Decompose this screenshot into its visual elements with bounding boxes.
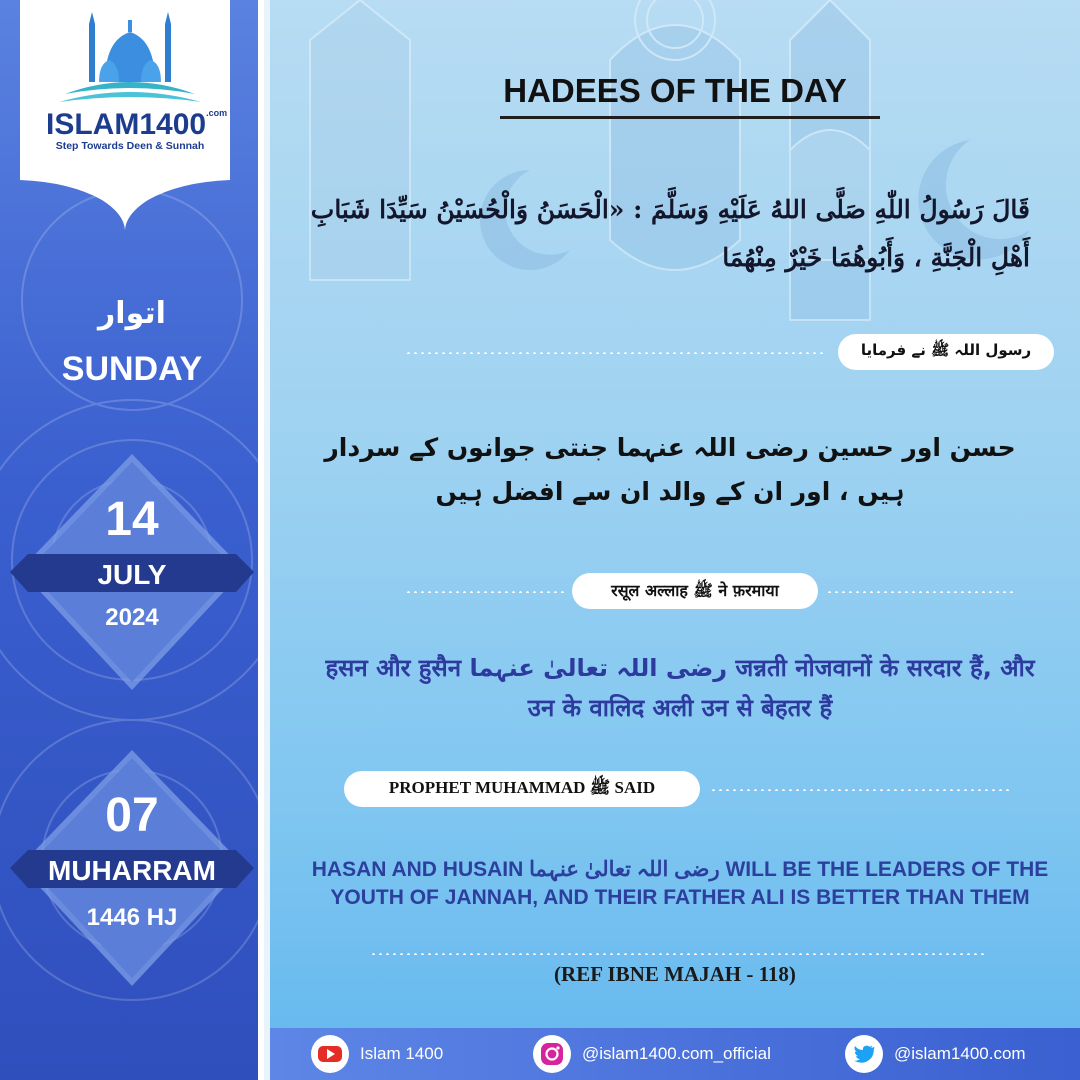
logo-suffix: .com [206, 108, 228, 118]
english-text [290, 856, 1070, 912]
page-title: HADEES OF THE DAY [503, 72, 847, 109]
reference-separator [370, 953, 985, 955]
urdu-separator [405, 352, 825, 354]
day-english: SUNDAY [61, 350, 203, 388]
youtube-handle: Islam 1400 [360, 1044, 444, 1063]
mosque-logo-icon [55, 10, 205, 106]
hijri-day: 07 [105, 789, 159, 842]
youtube-link[interactable] [310, 1028, 443, 1080]
hindi-label: रसूल अल्लाह ﷺ ने फ़रमाया [572, 573, 818, 609]
gregorian-day: 14 [105, 493, 159, 546]
english-label: PROPHET MUHAMMAD ﷺ SAID [344, 771, 700, 807]
hindi-separator-left [405, 591, 565, 593]
twitter-icon [844, 1034, 884, 1074]
hindi-text: हसन और हुसैन رضی اللہ تعالیٰ عنہما जन्नती नोजवानों के सरदार हैं, और उन के वालिद अली उन से बेहतर हैं [325, 654, 1035, 722]
gregorian-month: JULY [97, 559, 167, 590]
arabic-line-2: أَهْلِ الْجَنَّةِ ، وَأَبُوهُمَا خَيْرٌ مِنْهُمَا [722, 243, 1030, 272]
instagram-handle: @islam1400.com_official [582, 1044, 771, 1063]
instagram-icon [532, 1034, 572, 1074]
hadees-panel [270, 0, 1080, 1080]
social-footer [270, 1028, 1080, 1080]
instagram-link[interactable] [532, 1028, 771, 1080]
twitter-handle: @islam1400.com [894, 1044, 1026, 1063]
sidebar-divider [258, 0, 264, 1080]
twitter-link[interactable] [844, 1028, 1026, 1080]
english-line-2: YOUTH OF JANNAH, AND THEIR FATHER ALI IS BETTER THAN THEM [330, 886, 1030, 909]
hijri-month: MUHARRAM [48, 855, 216, 886]
arabic-line-1: قَالَ رَسُولُ اللّٰهِ صَلَّى اللهُ عَلَيْهِ وَسَلَّمَ : «الْحَسَنُ وَالْحُسَيْنُ سَيِّدَا شَبَابِ [310, 195, 1030, 224]
urdu-text: حسن اور حسین رضی اللہ عنہما جنتی جوانوں کے سردار ہیں ، اور ان کے والد ان سے افضل ہیں [324, 433, 1016, 506]
youtube-icon [310, 1034, 350, 1074]
day-urdu: اتوار [98, 296, 166, 331]
english-separator [710, 789, 1010, 791]
hijri-year: 1446 HJ [86, 904, 178, 931]
logo-text: $ISLAM1400^{.com}$ [46, 108, 228, 141]
gregorian-year: 2024 [105, 604, 159, 631]
left-sidebar [0, 0, 264, 1080]
urdu-label: رسول اللہ ﷺ نے فرمایا [838, 334, 1054, 370]
reference: (REF IBNE MAJAH - 118) [554, 962, 796, 986]
hindi-separator-right [826, 591, 1016, 593]
english-line-1: HASAN AND HUSAIN رضی اللہ تعالیٰ عنہما WILL BE THE LEADERS OF THE [311, 858, 1049, 881]
logo-tagline: Step Towards Deen & Sunnah [55, 140, 205, 152]
arabic-text [290, 186, 1030, 282]
title-underline [500, 116, 880, 119]
